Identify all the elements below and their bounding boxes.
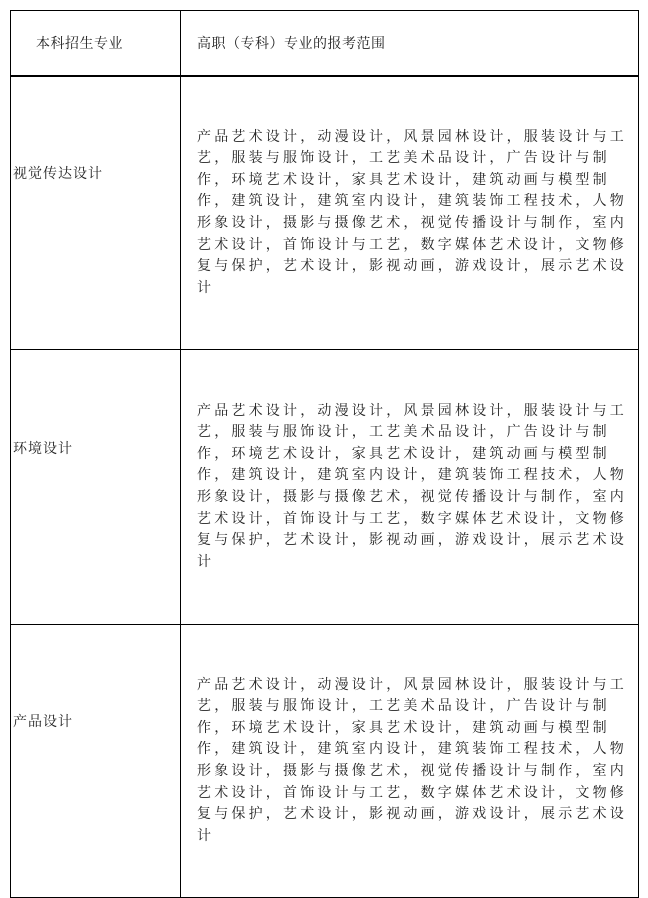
scope-cell: 产品艺术设计，动漫设计，风景园林设计，服装设计与工艺，服装与服饰设计，工艺美术品设计，广告设计与制作，环境艺术设计，家具艺术设计，建筑动画与模型制作，建筑设计，建筑室内设计，建筑装饰工程技术，人物形象设计，摄影与摄像艺术，视觉传播设计与制作，室内艺术设计，首饰设计与工艺，数字媒体艺术设计，文物修复与保护，艺术设计，影视动画，游戏设计，展示艺术设计 (181, 76, 639, 350)
scope-cell: 产品艺术设计，动漫设计，风景园林设计，服装设计与工艺，服装与服饰设计，工艺美术品设计，广告设计与制作，环境艺术设计，家具艺术设计，建筑动画与模型制作，建筑设计，建筑室内设计，建筑装饰工程技术，人物形象设计，摄影与摄像艺术，视觉传播设计与制作，室内艺术设计，首饰设计与工艺，数字媒体艺术设计，文物修复与保护，艺术设计，影视动画，游戏设计，展示艺术设计 (181, 350, 639, 625)
major-cell: 产品设计 (11, 625, 181, 898)
scope-cell: 产品艺术设计，动漫设计，风景园林设计，服装设计与工艺，服装与服饰设计，工艺美术品设计，广告设计与制作，环境艺术设计，家具艺术设计，建筑动画与模型制作，建筑设计，建筑室内设计，建筑装饰工程技术，人物形象设计，摄影与摄像艺术，视觉传播设计与制作，室内艺术设计，首饰设计与工艺，数字媒体艺术设计，文物修复与保护，艺术设计，影视动画，游戏设计，展示艺术设计 (181, 625, 639, 898)
admission-scope-table (10, 10, 639, 898)
table-header-row (11, 11, 639, 77)
major-cell: 视觉传达设计 (11, 76, 181, 350)
table-row (11, 625, 639, 898)
table-row (11, 76, 639, 350)
header-undergraduate-major: 本科招生专业 (11, 11, 181, 77)
major-cell: 环境设计 (11, 350, 181, 625)
table-row (11, 350, 639, 625)
header-application-scope: 高职（专科）专业的报考范围 (181, 11, 639, 77)
